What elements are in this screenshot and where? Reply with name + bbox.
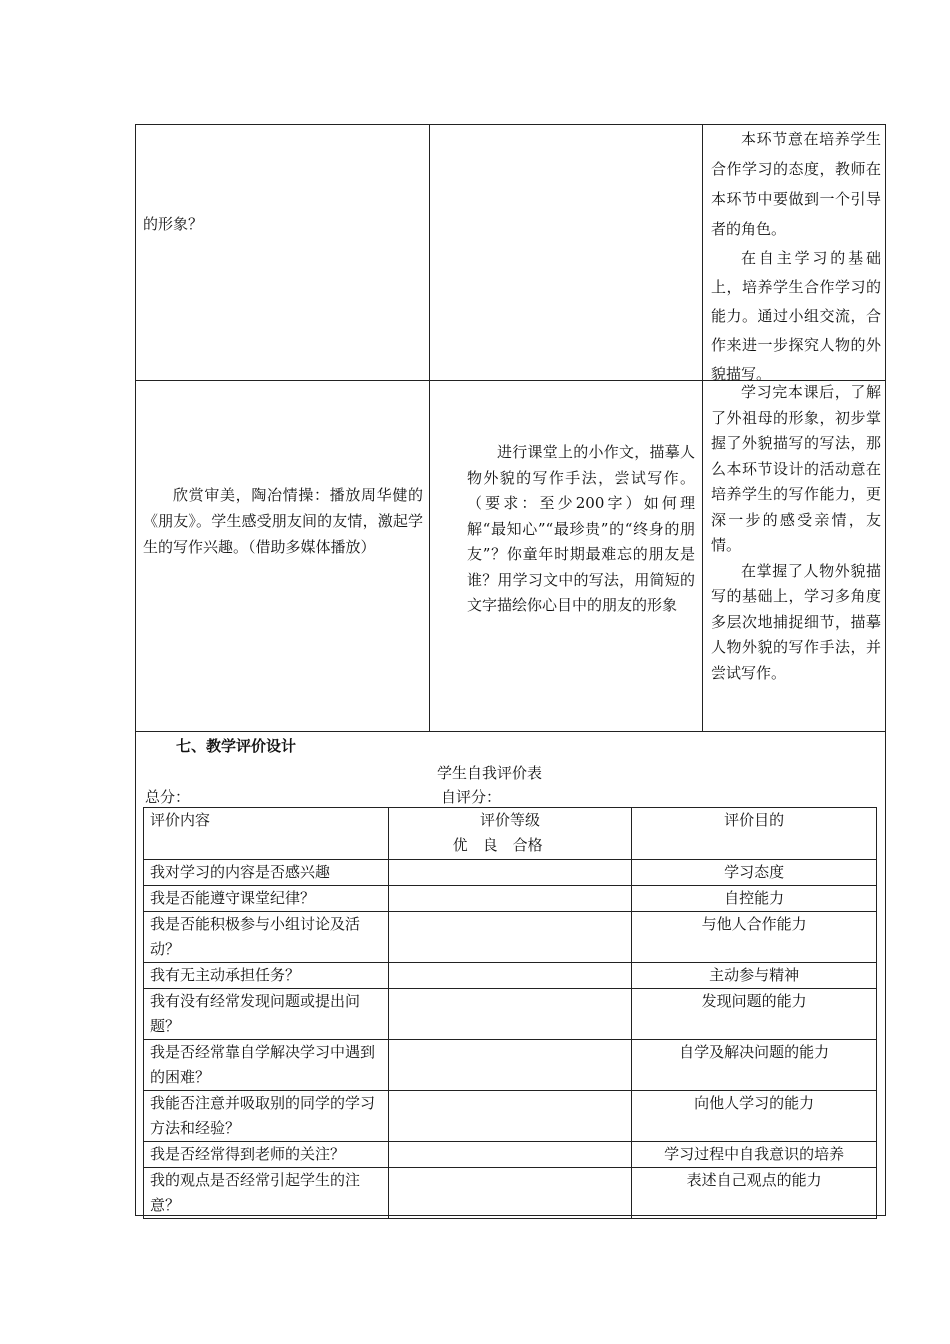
- row-purpose: 自控能力: [632, 886, 877, 912]
- table-row: [144, 886, 877, 912]
- row-content: 我是否经常靠自学解决学习中遇到的困难？: [144, 1040, 389, 1091]
- design-intent-paragraph: 学习完本课后，了解了外祖母的形象，初步掌握了外貌描写的写法，那么本环节设计的活动意在培养学生的写作能力，更深一步的感受亲情，友情。: [711, 383, 881, 554]
- row-content: 我是否能遵守课堂纪律？: [144, 886, 389, 912]
- row-purpose: 学习过程中自我意识的培养: [632, 1142, 877, 1168]
- row-content: 我能否注意并吸取别的同学的学习方法和经验？: [144, 1091, 389, 1142]
- grade-cell[interactable]: [388, 886, 632, 912]
- table-row: [144, 1040, 877, 1091]
- row-purpose: 向他人学习的能力: [632, 1091, 877, 1142]
- section-title: 七、教学评价设计: [176, 737, 297, 755]
- table-row: [144, 860, 877, 886]
- grade-cell[interactable]: [388, 1040, 632, 1091]
- row-content: 我有无主动承担任务？: [144, 963, 389, 989]
- header-content: 评价内容: [144, 808, 389, 860]
- column-divider: [702, 124, 703, 731]
- row-content: 我的观点是否经常引起学生的注意？: [144, 1168, 389, 1219]
- student-activity-cell: 进行课堂上的小作文，描摹人物外貌的写作手法，尝试写作。（要求：至少200字）如何理解“最知心”“最珍贵”的“终身的朋友”？你童年时期最难忘的朋友是谁？用学习文中的写法，用简短的文字描绘你心目中的朋友的形象: [467, 443, 695, 614]
- grade-cell[interactable]: [388, 989, 632, 1040]
- activity-cell: 的形象？: [143, 215, 204, 233]
- table-row: [144, 989, 877, 1040]
- activity-cell: 欣赏审美，陶冶情操：播放周华健的《朋友》。学生感受朋友间的友情，激起学生的写作兴趣。（借助多媒体播放）: [143, 486, 423, 556]
- design-intent-paragraph: 在自主学习的基础上，培养学生合作学习的能力。通过小组交流，合作来进一步探究人物的外貌描写。: [711, 249, 881, 383]
- design-intent-paragraph: 本环节意在培养学生合作学习的态度，教师在本环节中要做到一个引导者的角色。: [711, 130, 881, 238]
- grade-cell[interactable]: [388, 963, 632, 989]
- row-content: 我是否能积极参与小组讨论及活动？: [144, 912, 389, 963]
- grade-cell[interactable]: [388, 1142, 632, 1168]
- row-purpose: 发现问题的能力: [632, 989, 877, 1040]
- grade-cell[interactable]: [388, 1168, 632, 1219]
- header-grade-levels: 优 良 合格: [452, 836, 543, 854]
- grade-cell[interactable]: [388, 912, 632, 963]
- row-purpose: 主动参与精神: [632, 963, 877, 989]
- row-purpose: 学习态度: [632, 860, 877, 886]
- header-grade-label: 评价等级: [479, 811, 540, 829]
- total-score-label: 总分：: [145, 788, 191, 806]
- evaluation-table-title: 学生自我评价表: [437, 764, 543, 782]
- table-row: [144, 912, 877, 963]
- design-intent-cell: [711, 380, 881, 686]
- self-evaluation-table: [143, 807, 877, 1219]
- grade-cell[interactable]: [388, 1091, 632, 1142]
- row-purpose: 自学及解决问题的能力: [632, 1040, 877, 1091]
- design-intent-cell: [711, 124, 881, 389]
- self-score-label: 自评分：: [441, 788, 502, 806]
- row-purpose: 表述自己观点的能力: [632, 1168, 877, 1219]
- row-divider: [135, 731, 886, 732]
- column-divider: [429, 124, 430, 731]
- row-purpose: 与他人合作能力: [632, 912, 877, 963]
- table-row: [144, 963, 877, 989]
- table-row: [144, 1168, 877, 1219]
- header-purpose: 评价目的: [632, 808, 877, 860]
- table-row: [144, 1091, 877, 1142]
- row-content: 我对学习的内容是否感兴趣: [144, 860, 389, 886]
- table-row: [144, 1142, 877, 1168]
- table-header-row: [144, 808, 877, 860]
- row-content: 我是否经常得到老师的关注？: [144, 1142, 389, 1168]
- row-content: 我有没有经常发现问题或提出问题？: [144, 989, 389, 1040]
- header-grade: [388, 808, 632, 860]
- design-intent-paragraph: 在掌握了人物外貌描写的基础上，学习多角度多层次地捕捉细节，描摹人物外貌的写作手法，并尝试写作。: [711, 561, 881, 682]
- grade-cell[interactable]: [388, 860, 632, 886]
